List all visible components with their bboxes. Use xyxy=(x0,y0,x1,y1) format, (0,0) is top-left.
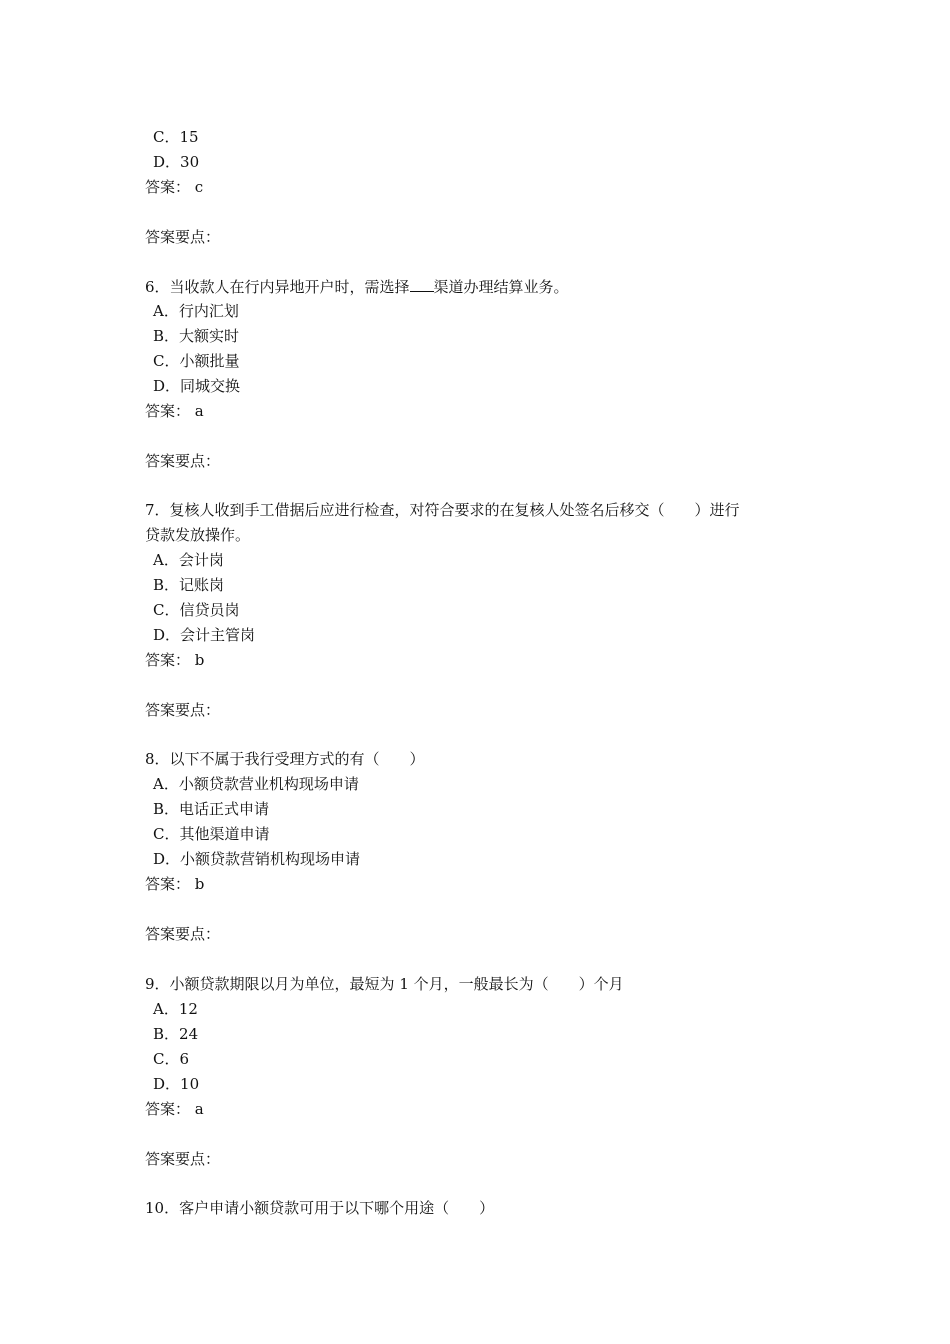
answer-label: 答案： xyxy=(145,1100,191,1118)
q8-stem: 8．以下不属于我行受理方式的有（ ） xyxy=(145,750,425,768)
answer-value: b xyxy=(194,651,205,669)
q9-option-c: C．6 xyxy=(153,1050,190,1068)
q8-key-points: 答案要点： xyxy=(145,925,221,943)
q8-option-d: D．小额贷款营销机构现场申请 xyxy=(153,850,361,868)
q9-option-b: B．24 xyxy=(153,1025,199,1043)
q6-key-points: 答案要点： xyxy=(145,452,221,470)
answer-value: c xyxy=(194,178,204,196)
answer-value: b xyxy=(194,875,205,893)
q8-answer xyxy=(145,874,204,894)
q5-option-c: C．15 xyxy=(153,128,199,146)
q7-answer xyxy=(145,650,204,670)
q7-option-a: A．会计岗 xyxy=(153,551,224,569)
q8-option-c: C．其他渠道申请 xyxy=(153,825,270,843)
q5-key-points: 答案要点： xyxy=(145,228,221,246)
q5-option-d: D．30 xyxy=(153,153,200,171)
q6-option-b: B．大额实时 xyxy=(153,327,240,345)
q9-stem: 9．小额贷款期限以月为单位，最短为 1 个月，一般最长为（ ）个月 xyxy=(145,975,624,993)
q6-option-a: A．行内汇划 xyxy=(153,302,239,320)
answer-value: a xyxy=(194,402,204,420)
q6-option-d: D．同城交换 xyxy=(153,377,241,395)
q9-key-points: 答案要点： xyxy=(145,1150,221,1168)
q7-stem-line2: 贷款发放操作。 xyxy=(145,526,251,544)
q10-stem: 10．客户申请小额贷款可用于以下哪个用途（ ） xyxy=(145,1199,495,1217)
q6-stem-after: 渠道办理结算业务。 xyxy=(433,278,569,296)
q6-stem-before: 6．当收款人在行内异地开户时，需选择 xyxy=(145,278,410,296)
answer-label: 答案： xyxy=(145,178,191,196)
answer-label: 答案： xyxy=(145,402,191,420)
q9-answer xyxy=(145,1099,204,1119)
q7-option-c: C．信贷员岗 xyxy=(153,601,240,619)
q8-option-b: B．电话正式申请 xyxy=(153,800,270,818)
q7-key-points: 答案要点： xyxy=(145,701,221,719)
q5-answer xyxy=(145,177,203,197)
answer-label: 答案： xyxy=(145,875,191,893)
answer-label: 答案： xyxy=(145,651,191,669)
q7-option-b: B．记账岗 xyxy=(153,576,225,594)
q9-option-a: A．12 xyxy=(153,1000,198,1018)
q9-option-d: D．10 xyxy=(153,1075,200,1093)
q6-stem xyxy=(145,277,569,297)
q7-stem-line1: 7．复核人收到手工借据后应进行检查，对符合要求的在复核人处签名后移交（ ）进行 xyxy=(145,501,740,519)
fill-blank xyxy=(410,277,434,292)
answer-value: a xyxy=(194,1100,204,1118)
q6-option-c: C．小额批量 xyxy=(153,352,240,370)
q8-option-a: A．小额贷款营业机构现场申请 xyxy=(153,775,359,793)
q6-answer xyxy=(145,401,204,421)
q7-option-d: D．会计主管岗 xyxy=(153,626,256,644)
